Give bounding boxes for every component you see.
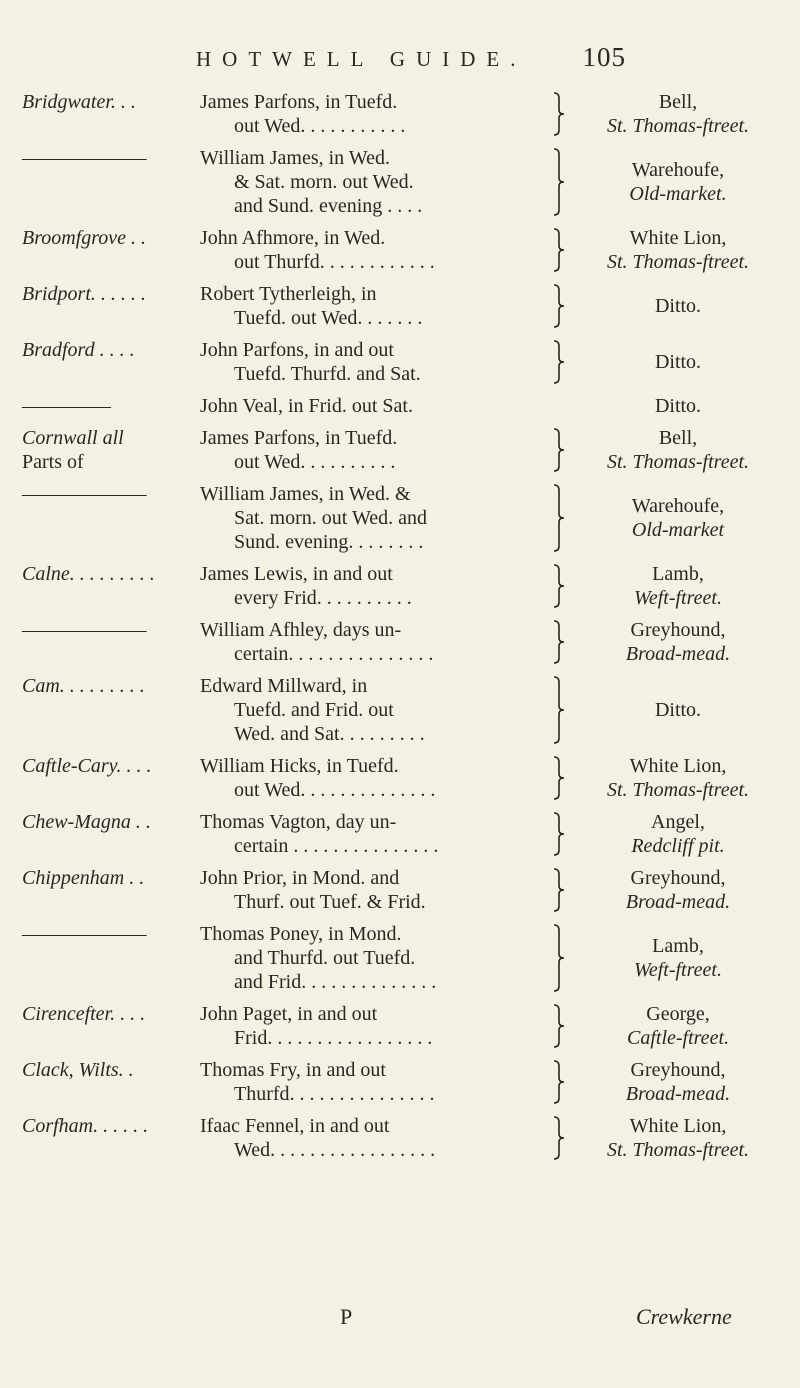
carrier-line: Edward Millward, in [200,675,368,697]
destination-place [22,1114,198,1138]
carrier-entry [0,394,800,418]
carrier-line: Thurf. out Tuef. & Frid. [234,891,426,913]
carrier-entry [0,338,800,386]
curly-brace-icon [552,620,566,664]
destination-line: ——————— [22,483,147,505]
inn-location [566,1058,790,1106]
carrier-description [200,338,550,386]
carrier-entry [0,922,800,994]
carrier-line: John Prior, in Mond. and [200,867,400,889]
inn-location [566,1002,790,1050]
carrier-line: and Frid. . . . . . . . . . . . . . [234,971,437,993]
inn-street: Weft-ftreet. [634,587,722,609]
inn-location [566,562,790,610]
carrier-line: James Parfons, in Tuefd. [200,91,398,113]
inn-name: Warehoufe, [631,495,725,517]
inn-street: St. Thomas-ftreet. [606,115,750,137]
destination-place [22,482,198,506]
carrier-line: William James, in Wed. [200,147,390,169]
page-header [196,42,626,73]
destination-place [22,338,198,362]
carrier-line: John Parfons, in and out [200,339,394,361]
destination-place [22,922,198,946]
curly-brace-icon [552,756,566,800]
inn-street: Weft-ftreet. [634,959,722,981]
inn-name: Greyhound, [630,1059,726,1081]
carrier-description [200,482,550,554]
curly-brace-icon [552,676,566,744]
destination-line: Broomfgrove . . [22,227,147,249]
inn-name: White Lion, [629,755,727,777]
inn-name: Greyhound, [630,867,726,889]
carrier-description [200,90,550,138]
destination-line: Cirencefter. . . . [22,1003,146,1025]
carrier-line: Thomas Vagton, day un- [200,811,397,833]
curly-brace-icon [552,812,566,856]
destination-line: Cornwall all [22,427,124,449]
carrier-line: out Thurfd. . . . . . . . . . . . [234,251,435,273]
inn-name: Angel, [651,811,705,833]
carrier-entry [0,866,800,914]
carrier-line: Tuefd. Thurfd. and Sat. [234,363,421,385]
inn-name: White Lion, [629,1115,727,1137]
carrier-entry [0,562,800,610]
curly-brace-icon [552,1004,566,1048]
carrier-line: John Paget, in and out [200,1003,378,1025]
destination-place [22,754,198,778]
destination-line: Corfham. . . . . . [22,1115,149,1137]
carrier-description [200,618,550,666]
destination-line: Calne. . . . . . . . . [22,563,155,585]
destination-line: ————— [22,395,111,417]
carrier-line: Ifaac Fennel, in and out [200,1115,390,1137]
carrier-line: John Veal, in Frid. out Sat. [200,395,413,417]
carrier-line: Thomas Poney, in Mond. [200,923,402,945]
inn-location [566,90,790,138]
destination-line: Chew-Magna . . [22,811,151,833]
destination-line: ——————— [22,619,147,641]
running-title: HOTWELL GUIDE. [196,47,527,71]
carrier-line: Sat. morn. out Wed. and [234,507,427,529]
inn-name: Lamb, [652,563,704,585]
inn-location [566,618,790,666]
carrier-line: Thomas Fry, in and out [200,1059,386,1081]
destination-place [22,1058,198,1082]
destination-place [22,146,198,170]
carrier-entry [0,282,800,330]
inn-name: Bell, [658,91,698,113]
carrier-line: certain . . . . . . . . . . . . . . . [234,835,439,857]
curly-brace-icon [552,340,566,384]
carrier-line: James Parfons, in Tuefd. [200,427,398,449]
carrier-line: Sund. evening. . . . . . . . [234,531,424,553]
destination-line: Parts of [22,451,84,473]
inn-name: Warehoufe, [631,159,725,181]
inn-street: St. Thomas-ftreet. [606,251,750,273]
inn-location [566,866,790,914]
carrier-description [200,674,550,746]
destination-line: Caftle-Cary. . . . [22,755,152,777]
curly-brace-icon [552,148,566,216]
page-footer [0,1304,800,1334]
carrier-line: Wed. and Sat. . . . . . . . . [234,723,425,745]
destination-place [22,394,198,418]
inn-street: Old-market [631,519,725,541]
inn-location [566,1114,790,1162]
curly-brace-icon [552,868,566,912]
destination-line: Cam. . . . . . . . . [22,675,145,697]
carrier-line: William James, in Wed. & [200,483,411,505]
carrier-entry [0,810,800,858]
carrier-entry [0,426,800,474]
inn-location [566,158,790,206]
carrier-line: Tuefd. out Wed. . . . . . . [234,307,423,329]
inn-location [566,294,790,318]
carrier-line: & Sat. morn. out Wed. [234,171,414,193]
curly-brace-icon [552,1116,566,1160]
inn-location [566,810,790,858]
destination-line: Chippenham . . [22,867,145,889]
destination-line: ——————— [22,147,147,169]
carrier-line: and Thurfd. out Tuefd. [234,947,416,969]
carrier-line: Frid. . . . . . . . . . . . . . . . . [234,1027,433,1049]
destination-line: ——————— [22,923,147,945]
curly-brace-icon [552,284,566,328]
carrier-entry [0,482,800,554]
inn-location [566,226,790,274]
carrier-description [200,146,550,218]
inn-street: Broad-mead. [625,1083,731,1105]
carrier-description [200,1002,550,1050]
destination-line: Bridport. . . . . . [22,283,146,305]
curly-brace-icon [552,228,566,272]
inn-name: Lamb, [652,935,704,957]
inn-street: Old-market. [629,183,727,205]
curly-brace-icon [552,428,566,472]
carrier-line: Thurfd. . . . . . . . . . . . . . . [234,1083,435,1105]
carrier-description [200,394,550,418]
carrier-description [200,810,550,858]
inn-location [566,754,790,802]
carrier-line: Wed. . . . . . . . . . . . . . . . . [234,1139,436,1161]
inn-street: Broad-mead. [625,891,731,913]
carrier-line: out Wed. . . . . . . . . . [234,451,396,473]
carrier-entry [0,226,800,274]
inn-street: Caftle-ftreet. [626,1027,729,1049]
carrier-line: John Afhmore, in Wed. [200,227,386,249]
inn-name: Ditto. [654,699,702,721]
inn-name: Bell, [658,427,698,449]
carrier-entry [0,618,800,666]
destination-place [22,282,198,306]
curly-brace-icon [552,484,566,552]
inn-location [566,426,790,474]
carrier-line: out Wed. . . . . . . . . . . . . . [234,779,436,801]
inn-location [566,494,790,542]
carrier-line: William Hicks, in Tuefd. [200,755,399,777]
carrier-entry [0,1058,800,1106]
destination-place [22,618,198,642]
carrier-entry [0,1002,800,1050]
destination-place [22,674,198,698]
inn-location [566,394,790,418]
destination-line: Clack, Wilts. . [22,1059,134,1081]
carrier-entry [0,1114,800,1162]
carrier-description [200,226,550,274]
destination-line: Bradford . . . . [22,339,135,361]
carrier-entry [0,90,800,138]
destination-place [22,426,198,474]
inn-name: Ditto. [654,395,702,417]
carrier-description [200,754,550,802]
inn-name: George, [646,1003,710,1025]
destination-place [22,562,198,586]
inn-name: Ditto. [654,295,702,317]
page-number: 105 [582,42,626,72]
curly-brace-icon [552,1060,566,1104]
carrier-description [200,922,550,994]
carrier-line: James Lewis, in and out [200,563,393,585]
carrier-line: William Afhley, days un- [200,619,402,641]
carrier-entry [0,674,800,746]
inn-location [566,698,790,722]
carrier-line: every Frid. . . . . . . . . . [234,587,412,609]
curly-brace-icon [552,92,566,136]
inn-name: Greyhound, [630,619,726,641]
carrier-description [200,282,550,330]
carrier-line: Robert Tytherleigh, in [200,283,377,305]
carrier-description [200,426,550,474]
inn-street: St. Thomas-ftreet. [606,1139,750,1161]
destination-place [22,866,198,890]
carrier-line: and Sund. evening . . . . [234,195,423,217]
inn-name: White Lion, [629,227,727,249]
curly-brace-icon [552,924,566,992]
destination-place [22,90,198,114]
carrier-line: Tuefd. and Frid. out [234,699,394,721]
inn-street: Redcliff pit. [631,835,725,857]
carrier-line: certain. . . . . . . . . . . . . . . [234,643,434,665]
inn-location [566,934,790,982]
inn-street: St. Thomas-ftreet. [606,451,750,473]
inn-street: St. Thomas-ftreet. [606,779,750,801]
carrier-entry [0,754,800,802]
catchword: Crewkerne [636,1304,732,1329]
curly-brace-icon [552,564,566,608]
carrier-description [200,1058,550,1106]
signature-mark: P [340,1304,353,1329]
inn-location [566,350,790,374]
carrier-line: out Wed. . . . . . . . . . . [234,115,406,137]
destination-place [22,1002,198,1026]
inn-street: Broad-mead. [625,643,731,665]
carrier-description [200,562,550,610]
carrier-description [200,866,550,914]
destination-line: Bridgwater. . . [22,91,136,113]
carrier-entry [0,146,800,218]
destination-place [22,810,198,834]
destination-place [22,226,198,250]
inn-name: Ditto. [654,351,702,373]
carrier-description [200,1114,550,1162]
